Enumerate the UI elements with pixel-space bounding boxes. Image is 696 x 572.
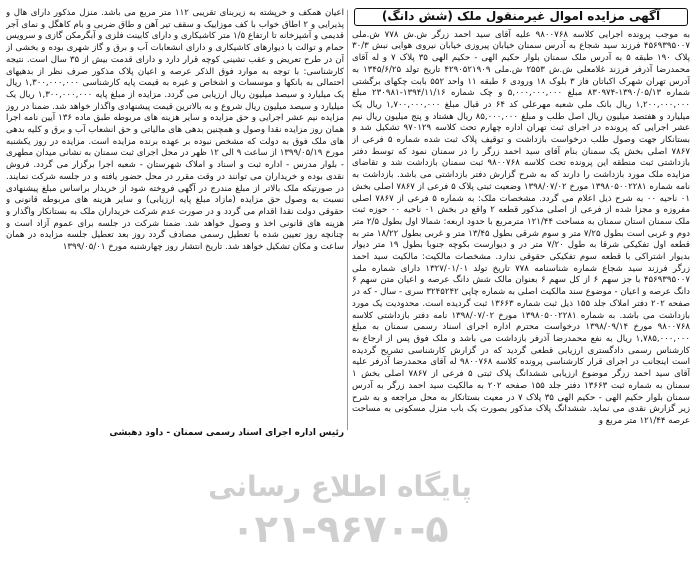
notice-right-column [352, 8, 690, 568]
watermark-title: پایگاه اطلاع رسانی [208, 470, 472, 503]
watermark-phone: ۰۲۱-۹۶۷۰-۵ [231, 507, 449, 551]
notice-title: آگهی مزایده اموال غیرمنقول ملک (شش دانگ) [354, 8, 688, 26]
signature-line: رئیس اداره اجرای اسناد رسمی سمنان - داود دهبشی [109, 428, 344, 438]
column-divider [347, 10, 348, 430]
notice-body: به موجب پرونده اجرایی کلاسه ۹۸۰۰۷۶۸ علیه آقای سید احمد زرگر ش.ش ۷۷۸ ش.ملی ۴۵۶۹۳۹۵۰۰۷ فرزند سید شجاع به آدرس سمنان خیابان پیروزی خیابان نیروی هوایی نبش ۳۰/۳ پلاک ۱۹۰ طبقه ۵ به آدرس ملک سمنان بلوار حکیم الهی - حکیم الهی ۳۵ پلاک ۷ و له آقای محمدرضا آذرفر فرزند غلامعلی ش.ش ۲۵۵۳ ش.ملی ۴۲۹۰۵۲۱۹۰۹ تاریخ تولد ۱۳۴۵/۶/۲۵ به آدرس تهران شهرک اکباتان فاز ۳ بلوک ۱۸ ورودی ۶ طبقه ۱۱ واحد ۵۵۲ بابت چکهای برگشتی شماره ۱۳۹۰/۰۵/۱۳-۸۳۰۹۷۴ مبلغ ۵,۰۰۰,۰۰۰,۰۰۰ و چک شماره ۱۳۹۴/۱۱/۱۶-۲۳۰۹۸۱ مبلغ ۱,۲۰۰,۰۰۰,۰۰۰ ریال بانک ملی شعبه مهرعلی کد ۶۴ در قبال مبلغ ۱,۷۰۰,۰۰۰,۰۰۰ ریال یک میلیارد و هفتصد میلیون ریال اصل طلب و مبلغ ۸۵,۰۰۰,۰۰۰ ریال هشتاد و پنج میلیون ریال نیم عشر اجرایی که پرونده در اجرای ثبت تهران اداره چهارم تحت کلاسه ۹۷۰۱۲۹ تشکیل شد و بستانکار جهت وصول طلب درخواست بازداشت و توقیف پلاک ثبت شده شماره ۵ فرعی از ۷۸۶۷ اصلی بخش یک سمنان بنام آقای سید احمد زرگر را در سمنان نمود که توسط دفتر بازداشتی ثبت منطقه این پرونده تحت کلاسه ۹۸۰۰۷۶۸ ثبت سمنان بازداشت شد و تقاضای مزایده ملک مورد بازداشت را دارند که به شرح گزارش دفتر بازداشتی می باشد. بازداشت به نامه شماره ۱۳۹۸۰۵۰۰۲۲۸۱ مورخ ۱۳۹۸/۰۷/۰۲ وضعیت ثبتی پلاک ۵ فرعی از ۷۸۶۷ اصلی بخش ۰۱ ناحیه ۰۰ به شرح ذیل اعلام می گردد. مشخصات ملک: به شماره ۵ فرعی از ۷۸۶۷ اصلی مفروزه و مجزا شده از فرعی از اصلی مذکور قطعه ۲ واقع در بخش ۰۱ ناحیه ۰۰ حوزه ثبت ملک سمنان استان سمنان به مساحت ۱۲۱/۴۴ مترمربع با حدود اربعه: شمالا اول بطول ۲/۵ متر دوم و غربی است بطول ۷/۲۵ متر و سوم شرقی بطول ۱۳/۴۵ متر و غربی بطول ۱۸/۲۲ متر به قطعه اول تفکیکی شرقا به طول ۷/۲۰ متر در و دیوارست بکوچه جنوبا بطول ۱۹ متر دیوار بدیوار اشتراکی با قطعه سوم تفکیکی حقوقی ندارد. مشخصات مالکیت: مالکیت سید احمد زرگر فرزند سید شجاع شماره شناسنامه ۷۷۸ تاریخ تولد ۱۳۲۷/۰۱/۰۱ دارای شماره ملی ۴۵۶۹۳۹۵۰۰۷ با جز سهم ۶ از کل سهم ۶ بعنوان مالک شش دانگ عرصه و اعیان متن سهم ۶ دانگ عرصه و اعیان - موضوع سند مالکیت اصلی به شماره چاپی ۳۲۴۵۲۴۲ سری - سال - که در صفحه ۲۰۲ دفتر املاک جلد ۱۵۵ ذیل ثبت شماره ۱۳۶۶۳ ثبت گردیده است. محدودیت یک مورد بازداشت می باشد. به شماره ۱۳۹۸۰۵۰۰۲۲۸۱ مورخ ۱۳۹۸/۰۷/۰۲ نامه دفتر بازداشتی کلاسه ۹۸۰۰۷۶۸ مورخ ۱۳۹۸/۰۹/۱۴ درخواست محترم اداره اجرای اسناد رسمی سمنان به مبلغ ۱,۷۸۵,۰۰۰,۰۰۰ ریال به نفع محمدرضا آذرفر بازداشت می باشد و ملک فوق پس از ارجاع به کارشناس رسمی دادگستری ارزیابی قطعی گردید که در گزارش کارشناسی تشریح گردیده است اینجانب در اجرای قرار کارشناسی پرونده کلاسه ۹۸۰۰۷۶۸ له آقای محمدرضا آذرفر علیه آقای سید احمد زرگر موضوع ارزیابی ششدانگ پلاک ثبتی ۵ فرعی از ۷۸۶۷ اصلی بخش ۱ سمنان به شماره ثبت ۱۳۶۶۳ دفتر جلد ۱۵۵ صفحه ۲۰۲ به مالکیت سید احمد زرگر به آدرس سمنان بلوار حکیم الهی - حکیم الهی ۳۵ پلاک ۷ در معیت بستانکار به محل مراجعه و به شرح زیر گزارش نقدی می نماید. ششدانگ پلاک مذکور بصورت یک باب منزل مسکونی به مساحت عرصه ۱۲۱/۴۴ متر مربع و [352, 29, 690, 426]
notice-body-continued: اعیان همکف و خرپشته به زیربنای تقریبی ۱۱۲ متر مربع می باشد. منزل مذکور دارای هال و پذیرایی و ۲ اطاق خواب با کف موزاییک و سقف تیر آهن و طاق ضربی و بام کاهگل و نمای آجر قدیمی و آشپزخانه تا ارتفاع ۱/۵ متر کاشیکاری و دارای کابینت فلزی و آبگرمکن گازی و سرویس حمام و توالت با دیوارهای کاشیکاری و دارای انشعابات آب و برق و گاز شهری بوده و بخشی از آن در طرح تعریض و عقب نشینی کوچه قرار دارد و دارای قدمت بیش از ۳۵ سال است. نتیجه کارشناسی: با توجه به موارد فوق الذکر عرصه و اعیان پلاک مذکور صرف نظر از بدهیهای احتمالی به بانکها و موسسات و اشخاص و غیره به قیمت پایه کارشناسی ۱,۳۰۰,۰۰۰,۰۰۰ ریال یک میلیارد و سیصد میلیون ریال ارزیابی می گردد. مزایده از مبلغ پایه ۱,۳۰۰,۰۰۰,۰۰۰ ریال یک میلیارد و سیصد میلیون ریال شروع و به بالاترین قیمت پیشنهادی واگذار خواهد شد. ضمنا در روز مزایده نیم عشر اجرایی و حق مزایده و سایر هزینه های مربوطه طبق ماده ۱۳۶ آیین نامه اجرا همان روز مزایده نقدا وصول و همچنین بدهی های مالیاتی و حق انشعاب آب و برق و کلیه بدهی های ملک فوق به دولت که مشخص نبوده بر عهده برنده مزایده است. مزایده در روز یکشنبه مورخ ۱۳۹۹/۰۵/۱۹ از ساعت ۹ الی ۱۲ ظهر در محل اجرای ثبت سمنان به نشانی میدان مطهری - بلوار مدرس - اداره ثبت و اسناد و املاک شهرستان - شعبه اجرا برگزار می گردد. فروش نقدی بوده و خریداران می توانند در وقت مقرر در محل حضور یافته و در جلسه شرکت نمایند. در صورتیکه ملک بالاتر از مبلغ مندرج در آگهی فروخته شود از خریدار براساس مبلغ پیشنهادی نسبت به وصول حق مزایده (مازاد مبلغ پایه ارزیابی) و سایر هزینه های مربوطه قانونی و حقوقی دولت نقدا اقدام می گردد و در صورت عدم شرکت خریداران ملک به بستانکار واگذار و هزینه های قانونی اخذ و وصول خواهد شد. ضمنا شرکت در جلسه برای عموم آزاد است و چنانچه روز تعیین شده با تعطیل رسمی مصادف گردد روز بعد تعطیل جلسه مزایده در همان ساعت و مکان تشکیل خواهد شد. تاریخ انتشار روز چهارشنبه مورخ ۱۳۹۹/۰۵/۰۱ [6, 8, 344, 253]
notice-left-column [6, 8, 344, 438]
